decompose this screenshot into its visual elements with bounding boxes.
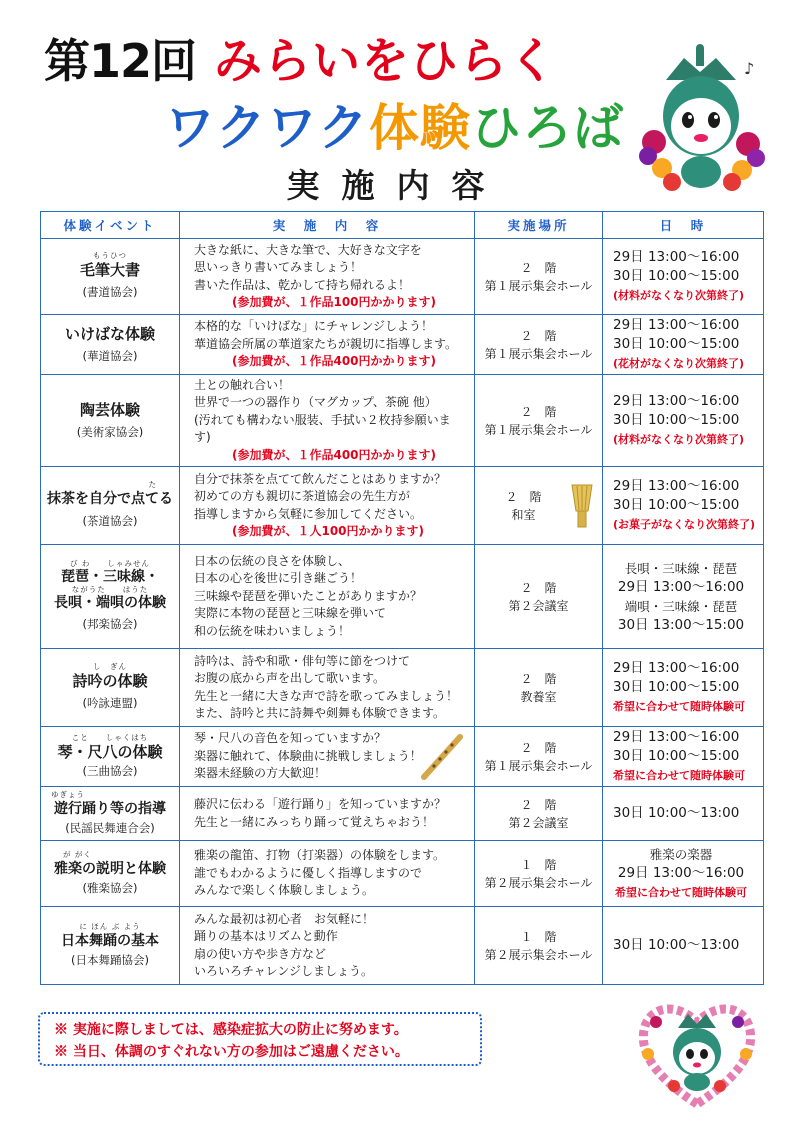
datetime-cell bbox=[603, 727, 764, 787]
place-floor: ２ 階 bbox=[520, 404, 557, 419]
event-ruby: に ほん ぶ よう bbox=[79, 921, 141, 931]
table-row bbox=[41, 315, 764, 375]
time-note: 希望に合わせて随時体験可 bbox=[613, 700, 745, 713]
place-cell bbox=[475, 727, 603, 787]
content-line: 先生と一緒に大きな声で詩を歌ってみましょう！ bbox=[194, 688, 459, 703]
table-header-row bbox=[41, 212, 764, 239]
header-content: 実 施 内 容 bbox=[180, 212, 475, 239]
svg-text:♪: ♪ bbox=[744, 59, 755, 78]
event-ruby: もうひつ bbox=[93, 251, 127, 260]
table-row bbox=[41, 375, 764, 467]
content-cell bbox=[180, 907, 475, 985]
event-cell bbox=[41, 467, 180, 545]
content-cell bbox=[180, 375, 475, 467]
content-line: いろいろチャレンジしましょう。 bbox=[194, 964, 374, 978]
time-slot: 29日 13:00〜16:00 bbox=[613, 317, 740, 333]
time-slot: 30日 10:00〜15:00 bbox=[613, 412, 740, 428]
content-line: 楽器に触れて、体験曲に挑戦しましょう！ bbox=[194, 748, 422, 763]
table-row bbox=[41, 787, 764, 841]
content-line: 日本の伝統の良さを体験し、 bbox=[194, 553, 351, 568]
place-cell bbox=[475, 649, 603, 727]
time-slot: 30日 10:00〜15:00 bbox=[613, 268, 740, 284]
place-room: 第２展示集会ホール bbox=[484, 947, 593, 962]
content-line: 書いた作品は、乾かして持ち帰れるよ！ bbox=[194, 277, 411, 292]
place-cell bbox=[475, 787, 603, 841]
content-line: 誰でもわかるように優しく指導しますので bbox=[194, 865, 423, 880]
place-floor: ２ 階 bbox=[520, 740, 557, 755]
event-ruby: こと しゃくはち bbox=[71, 732, 149, 742]
place-cell bbox=[475, 239, 603, 315]
time-label: 長唄・三味線・琵琶 bbox=[624, 560, 738, 576]
header-event: 体験イベント bbox=[41, 212, 180, 239]
place-floor: ２ 階 bbox=[520, 580, 557, 595]
event-name: 陶芸体験 bbox=[79, 401, 140, 419]
event-name: 琴・尺八の体験 bbox=[57, 742, 163, 761]
header-place: 実施場所 bbox=[475, 212, 603, 239]
table-row bbox=[41, 841, 764, 907]
content-line: 扇の使い方や歩き方など bbox=[194, 946, 327, 961]
content-cell bbox=[180, 727, 475, 787]
time-note: (花材がなくなり次第終了) bbox=[613, 357, 745, 370]
event-cell bbox=[41, 841, 180, 907]
schedule-table bbox=[40, 211, 764, 985]
datetime-cell bbox=[603, 375, 764, 467]
time-slot: 30日 10:00〜15:00 bbox=[613, 748, 740, 764]
event-ruby-2: ながうた はうた bbox=[71, 585, 149, 594]
time-note: 希望に合わせて随時体験可 bbox=[613, 769, 745, 782]
event-name: 雅楽の説明と体験 bbox=[54, 860, 166, 877]
title-line-2 bbox=[165, 88, 624, 160]
table-row bbox=[41, 467, 764, 545]
event-cell bbox=[41, 649, 180, 727]
mascot-heart-wreath-icon bbox=[634, 994, 760, 1112]
place-floor: ２ 階 bbox=[520, 671, 557, 686]
content-cell bbox=[180, 787, 475, 841]
content-line: (汚れても構わない服装、手拭い２枚持参願いま bbox=[194, 412, 451, 427]
time-note: (お菓子がなくなり次第終了) bbox=[613, 518, 756, 531]
place-floor: １ 階 bbox=[520, 857, 557, 872]
content-line: 雅楽の龍笛、打物（打楽器）の体験をします。 bbox=[194, 848, 446, 863]
content-line: 先生と一緒にみっちり踊って覚えちゃおう！ bbox=[194, 814, 435, 829]
content-line: 実際に本物の琵琶と三味線を弾いて bbox=[194, 606, 387, 621]
event-org: (茶道協会) bbox=[82, 514, 138, 528]
place-cell bbox=[475, 315, 603, 375]
event-name: 日本舞踊の基本 bbox=[61, 932, 159, 949]
content-cell bbox=[180, 239, 475, 315]
time-slot: 29日 13:00〜16:00 bbox=[613, 660, 740, 676]
event-org: (日本舞踊協会) bbox=[71, 952, 149, 967]
table-row bbox=[41, 545, 764, 649]
event-name: いけばな体験 bbox=[64, 325, 155, 343]
event-name-2: 長唄・端唄の体験 bbox=[54, 595, 166, 611]
notice-box bbox=[38, 1012, 482, 1066]
place-room: 第１展示集会ホール bbox=[484, 422, 593, 437]
time-slot: 29日 13:00〜16:00 bbox=[613, 729, 740, 745]
time-slot: 30日 10:00〜15:00 bbox=[613, 336, 740, 352]
content-line: 藤沢に伝わる「遊行踊り」を知っていますか？ bbox=[194, 797, 447, 811]
datetime-cell bbox=[603, 649, 764, 727]
content-line: 自分で抹茶を点てて飲んだことはありますか？ bbox=[194, 471, 447, 486]
content-line: 本格的な「いけばな」にチャレンジしよう！ bbox=[194, 319, 434, 334]
event-org: (美術家協会) bbox=[76, 425, 144, 439]
content-line: 指導しますから気軽に参加してください。 bbox=[194, 506, 423, 521]
time-slot: 29日 13:00〜16:00 bbox=[613, 393, 740, 409]
event-org: (華道協会) bbox=[82, 349, 138, 363]
content-line: 華道協会所属の華道家たちが親切に指導します。 bbox=[194, 336, 458, 351]
datetime-cell bbox=[603, 315, 764, 375]
event-ruby: た bbox=[148, 480, 157, 489]
content-cell bbox=[180, 545, 475, 649]
place-room: 第１展示集会ホール bbox=[484, 758, 593, 773]
content-line: 大きな紙に、大きな筆で、大好きな文字を bbox=[194, 242, 422, 257]
datetime-cell bbox=[603, 467, 764, 545]
event-org: (書道協会) bbox=[82, 285, 138, 299]
table-row bbox=[41, 727, 764, 787]
event-cell bbox=[41, 727, 180, 787]
notice-line-1: ※ 実施に際しましては、感染症拡大の防止に努めます。 bbox=[54, 1022, 408, 1038]
content-line: 日本の心を後世に引き継ごう！ bbox=[194, 571, 363, 586]
place-floor: ２ 階 bbox=[520, 328, 557, 343]
place-room: 第２展示集会ホール bbox=[484, 875, 593, 890]
time-label: 雅楽の楽器 bbox=[649, 847, 713, 862]
content-line: 世界で一つの器作り（マグカップ、茶碗 他） bbox=[194, 395, 437, 410]
event-ruby: が がく bbox=[63, 849, 92, 859]
place-room: 教養室 bbox=[520, 689, 557, 704]
title-wakuwaku: ワクワク bbox=[165, 99, 369, 157]
place-room: 第１展示集会ホール bbox=[484, 346, 593, 361]
time-slot: 30日 10:00〜15:00 bbox=[613, 679, 740, 695]
time-slot: 30日 10:00〜15:00 bbox=[613, 497, 740, 513]
event-org: (三曲協会) bbox=[82, 763, 138, 778]
mascot-character-icon bbox=[636, 44, 768, 192]
event-name: 抹茶を自分で点てる bbox=[47, 491, 173, 507]
place-floor: ２ 階 bbox=[520, 797, 557, 812]
content-line: 詩吟は、詩や和歌・俳句等に節をつけて bbox=[194, 653, 411, 668]
event-cell bbox=[41, 787, 180, 841]
title-hiroba: ひろば bbox=[471, 99, 624, 157]
title-prefix: 第12回 bbox=[44, 34, 197, 88]
time-slot: 29日 13:00〜16:00 bbox=[613, 478, 740, 494]
title-red: みらいをひらく bbox=[214, 33, 558, 89]
table-row bbox=[41, 649, 764, 727]
tea-whisk-icon bbox=[568, 481, 596, 529]
content-line: す) bbox=[194, 430, 211, 445]
place-cell bbox=[475, 907, 603, 985]
content-line: 三味線や琵琶を弾いたことがありますか？ bbox=[194, 588, 423, 603]
event-name: 遊行踊り等の指導 bbox=[54, 800, 166, 817]
content-line: みんなで楽しく体験しましょう。 bbox=[194, 883, 375, 898]
time-label: 端唄・三味線・琵琶 bbox=[624, 598, 738, 614]
datetime-cell bbox=[603, 907, 764, 985]
event-ruby: び わ しゃみせん bbox=[70, 559, 150, 568]
header-datetime: 日 時 bbox=[603, 212, 764, 239]
datetime-cell bbox=[603, 787, 764, 841]
content-cell bbox=[180, 649, 475, 727]
place-floor: ２ 階 bbox=[505, 489, 542, 504]
event-org: (民謡民舞連合会) bbox=[65, 820, 155, 835]
content-line: 思いっきり書いてみましょう！ bbox=[194, 260, 363, 274]
title-line-1 bbox=[44, 22, 557, 91]
place-room: 第２会議室 bbox=[508, 815, 569, 830]
content-line: 楽器未経験の方大歓迎！ bbox=[194, 766, 327, 781]
time-slot: 30日 10:00〜13:00 bbox=[613, 937, 740, 953]
time-slot: 29日 13:00〜16:00 bbox=[617, 578, 745, 595]
content-cell bbox=[180, 841, 475, 907]
page-subtitle: 実施内容 bbox=[286, 166, 507, 205]
title-taiken: 体験 bbox=[369, 99, 471, 157]
content-line: 土との触れ合い！ bbox=[194, 377, 291, 392]
content-line: また、詩吟と共に詩舞や剣舞も体験できます。 bbox=[194, 706, 446, 720]
time-slot: 30日 10:00〜13:00 bbox=[613, 805, 740, 821]
time-slot: 29日 13:00〜16:00 bbox=[617, 865, 745, 881]
content-line: 初めての方も親切に茶道協会の先生方が bbox=[194, 489, 411, 503]
content-line: 琴・尺八の音色を知っていますか？ bbox=[194, 731, 387, 746]
fee-note: (参加費が、１人100円かかります) bbox=[232, 524, 425, 538]
time-slot: 30日 13:00〜15:00 bbox=[617, 616, 745, 633]
place-floor: １ 階 bbox=[520, 929, 557, 944]
shakuhachi-flute-icon bbox=[418, 733, 464, 781]
event-cell bbox=[41, 545, 180, 649]
event-org: (雅楽協会) bbox=[82, 880, 138, 895]
time-note: 希望に合わせて随時体験可 bbox=[615, 886, 747, 899]
event-name: 詩吟の体験 bbox=[72, 672, 148, 690]
time-slot: 29日 13:00〜16:00 bbox=[613, 249, 740, 265]
event-name: 毛筆大書 bbox=[79, 261, 140, 279]
place-floor: ２ 階 bbox=[520, 260, 557, 275]
place-room: 第１展示集会ホール bbox=[484, 278, 593, 293]
event-ruby: ゆぎょう bbox=[51, 789, 85, 799]
content-line: 和の伝統を味わいましょう！ bbox=[194, 623, 351, 638]
table-row bbox=[41, 907, 764, 985]
time-note: (材料がなくなり次第終了) bbox=[613, 433, 745, 446]
content-cell bbox=[180, 467, 475, 545]
content-line: 踊りの基本はリズムと動作 bbox=[194, 929, 338, 943]
event-org: (邦楽協会) bbox=[82, 617, 138, 631]
place-cell bbox=[475, 375, 603, 467]
place-room: 第２会議室 bbox=[508, 598, 569, 613]
content-line: お腹の底から声を出して歌います。 bbox=[194, 671, 386, 685]
notice-line-2: ※ 当日、体調のすぐれない方の参加はご遠慮ください。 bbox=[54, 1044, 409, 1060]
place-cell bbox=[475, 545, 603, 649]
event-cell bbox=[41, 375, 180, 467]
event-cell bbox=[41, 907, 180, 985]
fee-note: (参加費が、１作品400円かかります) bbox=[232, 354, 437, 369]
event-ruby: し ぎん bbox=[93, 662, 127, 671]
content-line: みんな最初は初心者 お気軽に！ bbox=[194, 911, 375, 926]
event-cell bbox=[41, 239, 180, 315]
event-name: 琵琶・三味線・ bbox=[61, 569, 159, 585]
place-cell bbox=[475, 467, 603, 545]
datetime-cell bbox=[603, 239, 764, 315]
place-room: 和室 bbox=[511, 507, 536, 522]
table-row bbox=[41, 239, 764, 315]
time-note: (材料がなくなり次第終了) bbox=[613, 289, 745, 302]
datetime-cell bbox=[603, 545, 764, 649]
fee-note: (参加費が、１作品100円かかります) bbox=[232, 295, 437, 309]
fee-note: (参加費が、１作品400円かかります) bbox=[232, 447, 437, 462]
event-org: (吟詠連盟) bbox=[82, 696, 138, 710]
content-cell bbox=[180, 315, 475, 375]
datetime-cell bbox=[603, 841, 764, 907]
place-cell bbox=[475, 841, 603, 907]
event-cell bbox=[41, 315, 180, 375]
